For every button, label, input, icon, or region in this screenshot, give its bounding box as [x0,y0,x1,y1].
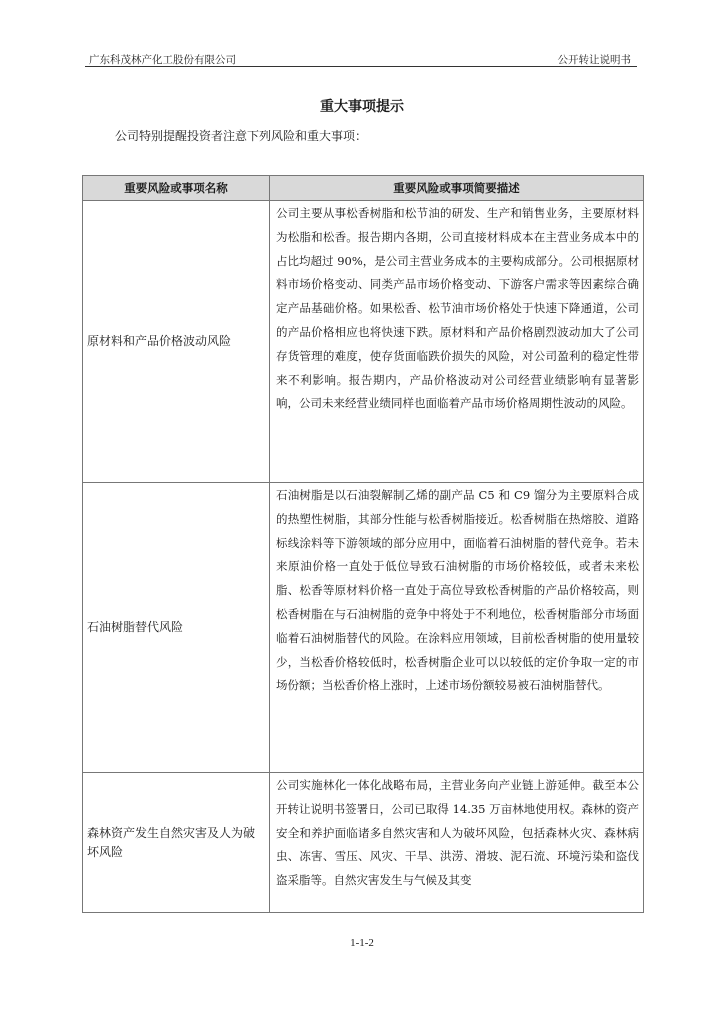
table-header-row [83,176,644,201]
page-header [85,50,637,67]
intro-text: 公司特别提醒投资者注意下列风险和重大事项： [115,129,368,143]
risk-name: 原材料和产品价格波动风险 [83,201,270,483]
table-row [83,483,644,773]
table-row [83,201,644,483]
risk-description [270,201,644,483]
risk-description [270,773,644,913]
column-header-name: 重要风险或事项名称 [83,176,270,201]
risk-description-text: 公司实施林化一体化战略布局，主营业务向产业链上游延伸。截至本公开转让说明书签署日，公司已取得 14.35 万亩林地使用权。森林的资产安全和养护面临诸多自然灾害和人为破坏风险，包括森林火灾、森林病虫、冻害、雪压、风灾、干旱、洪涝、滑坡、泥石流、环境污染和盗伐盗采脂等。自然灾害发生与气候及其变 [276,778,639,888]
page-number: 1-1-2 [350,937,374,949]
table-row [83,773,644,913]
risk-table [82,175,644,913]
risk-name: 森林资产发生自然灾害及人为破坏风险 [83,773,270,913]
risk-name: 石油树脂替代风险 [83,483,270,773]
risk-description-text: 公司主要从事松香树脂和松节油的研发、生产和销售业务，主要原材料为松脂和松香。报告期内各期，公司直接材料成本在主营业务成本中的占比均超过 90%，是公司主营业务成本的主要构成部分。公司根据原材料市场价格变动、同类产品市场价格变动、下游客户需求等因素综合确定产品基础价格。如果松香、松节油市场价格处于快速下降通道，公司的产品价格相应也将快速下跌。原材料和产品价格剧烈波动加大了公司存货管理的难度，使存货面临跌价损失的风险，对公司盈利的稳定性带来不利影响。报告期内，产品价格波动对公司经营业绩影响有显著影响，公司未来经营业绩同样也面临着产品市场价格周期性波动的风险。 [276,206,639,411]
header-company-name: 广东科茂林产化工股份有限公司 [89,54,236,66]
page-title: 重大事项提示 [320,99,404,115]
column-header-description: 重要风险或事项简要描述 [270,176,644,201]
header-document-type: 公开转让说明书 [557,54,631,66]
risk-description [270,483,644,773]
risk-description-text: 石油树脂是以石油裂解制乙烯的副产品 C5 和 C9 馏分为主要原料合成的热塑性树脂，其部分性能与松香树脂接近。松香树脂在热熔胶、道路标线涂料等下游领域的部分应用中，面临着石油树脂的替代竞争。若未来原油价格一直处于低位导致石油树脂的市场价格较低，或者未来松脂、松香等原材料价格一直处于高位导致松香树脂的产品价格较高，则松香树脂在与石油树脂的竞争中将处于不利地位，松香树脂部分市场面临着石油树脂替代的风险。在涂料应用领域，目前松香树脂的使用量较少，当松香价格较低时，松香树脂企业可以以较低的定价争取一定的市场份额；当松香价格上涨时，上述市场份额较易被石油树脂替代。 [276,488,639,693]
